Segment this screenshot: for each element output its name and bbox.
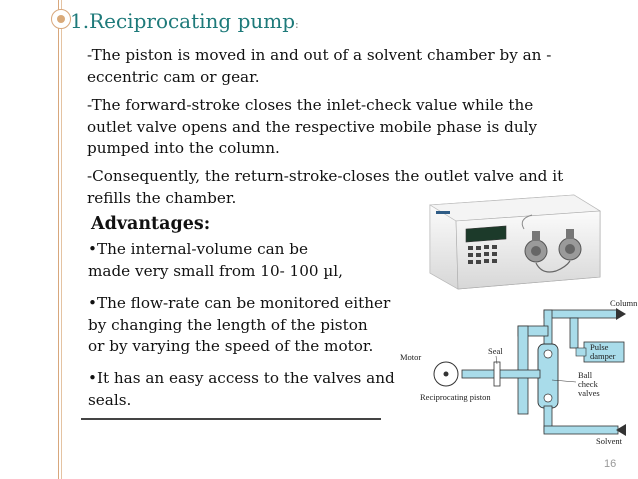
label-ball-check-valves: Ball bbox=[578, 370, 593, 380]
advantage-item bbox=[88, 239, 343, 282]
label-pulse-damper: damper bbox=[590, 351, 616, 361]
label-column: Column bbox=[610, 298, 638, 308]
text-line: -Consequently, the return-stroke-closes the outlet valve and it bbox=[87, 167, 564, 185]
piston bbox=[462, 370, 540, 378]
text-line: seals. bbox=[88, 390, 132, 409]
reciprocating-pump-diagram bbox=[398, 298, 638, 448]
text-line: refills the chamber. bbox=[87, 188, 237, 207]
seal bbox=[494, 362, 500, 386]
decorative-line bbox=[61, 0, 62, 479]
text-line: •The flow-rate can be monitored either bbox=[88, 294, 391, 312]
label-reciprocating-piston: Reciprocating piston bbox=[420, 392, 491, 402]
text-line: made very small from 10- 100 µl, bbox=[88, 261, 343, 280]
text-line: eccentric cam or gear. bbox=[87, 67, 260, 86]
advantages-heading: Advantages: bbox=[91, 214, 211, 234]
hplc-pump-image bbox=[424, 189, 602, 293]
solvent-pipe bbox=[544, 426, 618, 434]
check-valve bbox=[544, 394, 552, 402]
page-number: 16 bbox=[604, 458, 617, 470]
label-pulse-damper: Pulse bbox=[590, 342, 609, 352]
label-motor: Motor bbox=[400, 352, 422, 362]
text-line: •It has an easy access to the valves and bbox=[88, 369, 395, 387]
text-line: -The piston is moved in and out of a solvent chamber by an - bbox=[87, 46, 552, 64]
text-line: or by varying the speed of the motor. bbox=[88, 337, 374, 355]
decorative-line bbox=[58, 0, 59, 479]
column-pipe bbox=[544, 310, 618, 318]
advantage-item bbox=[88, 368, 395, 411]
column-arrow-icon bbox=[616, 308, 626, 320]
label-seal: Seal bbox=[488, 346, 503, 356]
title-bullet-icon bbox=[51, 9, 71, 29]
text-line: by changing the length of the piston bbox=[88, 315, 368, 334]
advantage-item bbox=[88, 293, 390, 358]
label-ball-check-valves: valves bbox=[578, 388, 600, 398]
label-solvent: Solvent bbox=[596, 436, 622, 446]
check-valve bbox=[544, 350, 552, 358]
label-ball-check-valves: check bbox=[578, 379, 598, 389]
divider bbox=[81, 418, 381, 420]
text-line: outlet valve opens and the respective mobile phase is duly bbox=[87, 117, 538, 136]
text-line: -The forward-stroke closes the inlet-check value while the bbox=[87, 96, 534, 114]
paragraph-2 bbox=[87, 95, 537, 160]
slide-title: 1.Reciprocating pump: bbox=[70, 9, 299, 33]
text-line: pumped into the column. bbox=[87, 139, 280, 157]
paragraph-1 bbox=[87, 45, 551, 88]
text-line: •The internal-volume can be bbox=[88, 240, 308, 258]
